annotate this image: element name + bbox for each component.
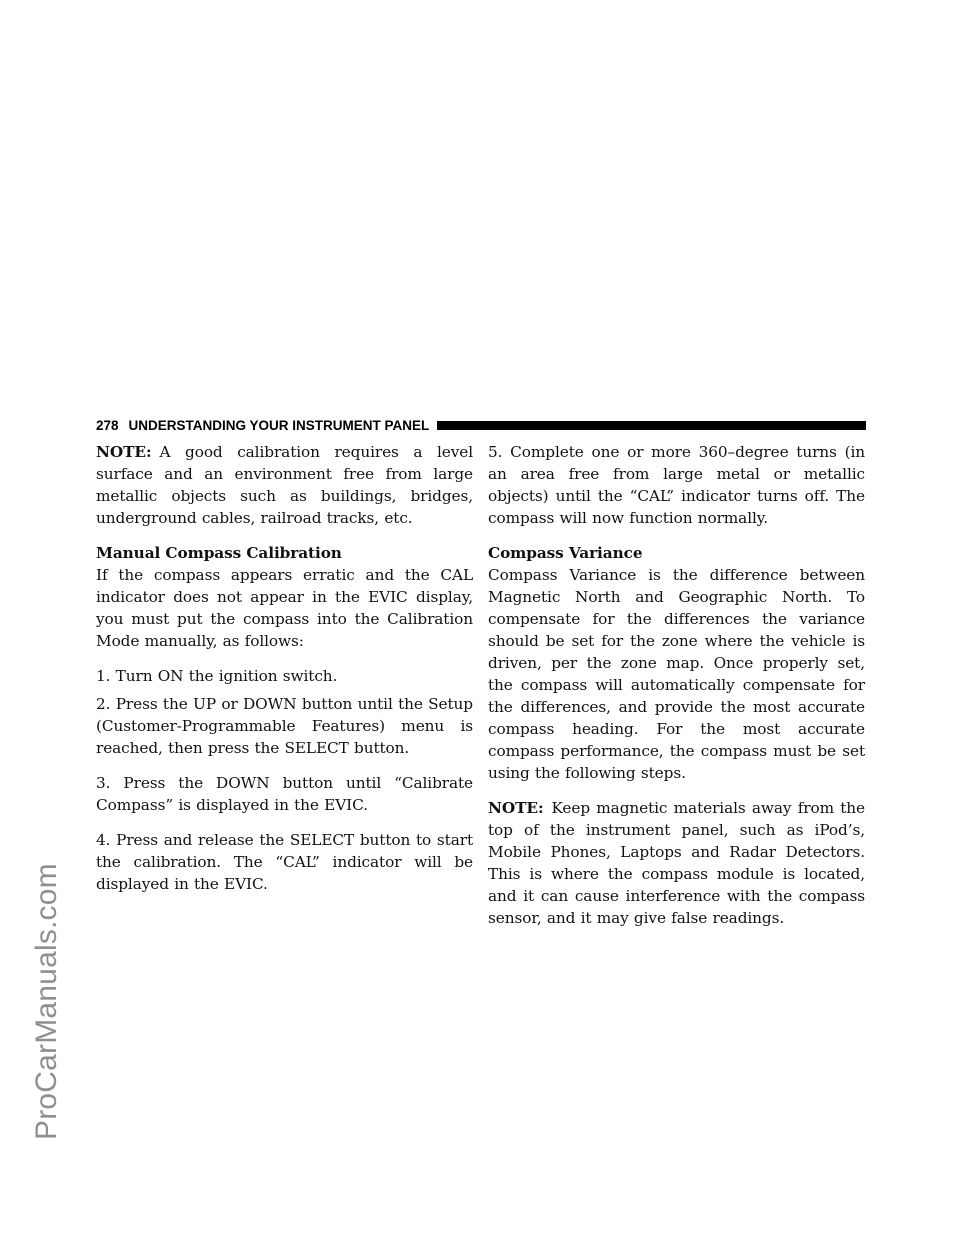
page-number: 278	[96, 417, 119, 433]
right-column	[488, 441, 865, 942]
step-2: 2. Press the UP or DOWN button until the Setup (Customer-Programmable Features) menu is reached, then press the SELECT button.	[96, 695, 473, 757]
note-paragraph	[96, 441, 473, 529]
intro-paragraph: If the compass appears erratic and the CAL indicator does not appear in the EVIC display, you must put the compass into the Calibration Mode manually, as follows:	[96, 566, 473, 650]
step-3: 3. Press the DOWN button until “Calibrate Compass” is displayed in the EVIC.	[96, 774, 473, 814]
note-label: NOTE:	[96, 443, 152, 461]
page-header	[96, 416, 866, 434]
step-1: 1. Turn ON the ignition switch.	[96, 667, 338, 685]
section-heading-manual-calibration: Manual Compass Calibration	[96, 544, 342, 562]
left-column	[96, 441, 473, 908]
section-title: UNDERSTANDING YOUR INSTRUMENT PANEL	[128, 417, 430, 433]
variance-paragraph: Compass Variance is the difference between Magnetic North and Geographic North. To compensate for the differences the variance should be set for the zone where the vehicle is driven, per the zone map. Once properly set, the compass will automatically compensate for the differences, and provide the most accurate compass heading. For the most accurate compass performance, the compass must be set using the following steps.	[488, 566, 865, 782]
step-5: 5. Complete one or more 360–degree turns (in an area free from large metal or metallic objects) until the “CAL” indicator turns off. The compass will now function normally.	[488, 443, 865, 527]
note-text-2: Keep magnetic materials away from the top of the instrument panel, such as iPod’s, Mobile Phones, Laptops and Radar Detectors. This is where the compass module is located, and it can cause interference with the compass sensor, and it may give false readings.	[488, 799, 865, 927]
section-heading-compass-variance: Compass Variance	[488, 544, 643, 562]
note-paragraph-2	[488, 797, 865, 929]
step-4: 4. Press and release the SELECT button to start the calibration. The “CAL” indicator will be displayed in the EVIC.	[96, 831, 473, 893]
header-rule	[437, 421, 866, 430]
watermark-text: ProCarManuals.com	[30, 863, 63, 1140]
note-label-2: NOTE:	[488, 799, 544, 817]
note-text: A good calibration requires a level surface and an environment free from large metallic objects such as buildings, bridges, underground cables, railroad tracks, etc.	[96, 443, 473, 527]
